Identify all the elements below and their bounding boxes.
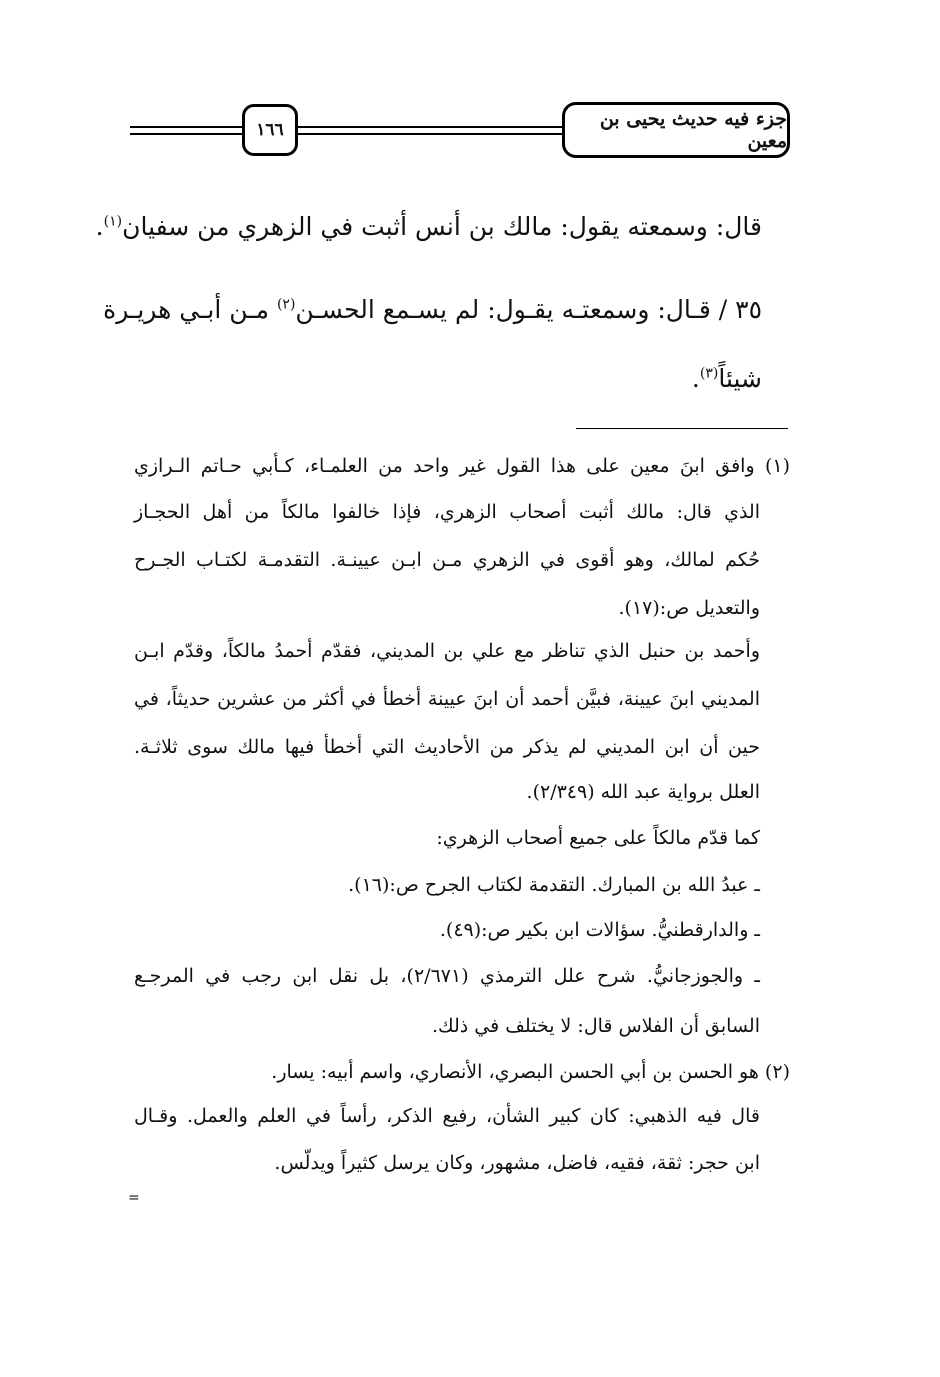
footnote-line: الذي قال: مالك أثبت أصحاب الزهري، فإذا خالفوا مالكاً من أهل الحجـاز xyxy=(134,501,760,523)
footnote-line: السابق أن الفلاس قال: لا يختلف في ذلك. xyxy=(431,1015,760,1037)
main-line-3-end: . xyxy=(691,364,700,393)
footnote-separator xyxy=(576,428,788,429)
footnote-line: المديني ابنَ عيينة، فبيَّن أحمد أن ابنَ عيينة أخطأ في أكثر من عشرين حديثاً، في xyxy=(134,688,760,710)
footnote-line: ـ والجوزجانيُّ. شرح علل الترمذي (٢/٦٧١)، بل نقل ابن رجب في المرجـع xyxy=(134,965,761,987)
main-line-1-end: . xyxy=(95,212,104,241)
main-line-2-part1: ٣٥ / قـال: وسمعتـه يقـول: لم يسـمع الحسـن xyxy=(295,295,762,324)
footnote-line: والتعديل ص:(١٧). xyxy=(618,597,760,619)
main-line-1 xyxy=(96,210,762,244)
footnote-line: العلل برواية عبد الله (٢/٣٤٩). xyxy=(526,781,760,803)
footnote-ref-1: (١) xyxy=(103,213,123,230)
header-rule-left-bottom xyxy=(130,133,242,135)
page-header xyxy=(0,0,940,170)
footnote-line: حُكم لمالك، وهو أقوى في الزهري مـن ابـن عيينـة. التقدمـة لكتـاب الجـرح xyxy=(134,549,760,571)
main-line-2 xyxy=(103,293,762,327)
main-line-3 xyxy=(692,362,762,396)
footnote-ref-3: (٣) xyxy=(699,365,719,382)
footnote-line: ابن حجر: ثقة، فقيه، فاضل، مشهور، وكان يرسل كثيراً ويدلّس. xyxy=(274,1152,760,1174)
footnote-line: (١) وافق ابنَ معين على هذا القول غير واحد من العلمـاء، كـأبي حـاتم الـرازي xyxy=(134,455,790,477)
page-number: ١٦٦ xyxy=(242,104,298,156)
footnote-line: وأحمد بن حنبل الذي تناظر مع علي بن المديني، فقدّم أحمدُ مالكاً، وقدّم ابـن xyxy=(134,640,760,662)
page-mark: = xyxy=(128,1190,140,1206)
footnote-ref-2: (٢) xyxy=(276,296,296,313)
main-line-3-text: شيئاً xyxy=(718,364,762,393)
header-rule-left-top xyxy=(130,126,242,128)
footnote-line: حين أن ابن المديني لم يذكر من الأحاديث التي أخطأ فيها مالك سوى ثلاثـة. xyxy=(134,736,760,758)
header-rule-mid-top xyxy=(298,126,562,128)
footnote-line: ـ والدارقطنيُّ. سؤالات ابن بكير ص:(٤٩). xyxy=(439,919,760,941)
footnote-line: (٢) هو الحسن بن أبي الحسن البصري، الأنصاري، واسم أبيه: يسار. xyxy=(271,1061,790,1083)
footnote-line: ـ عبدُ الله بن المبارك. التقدمة لكتاب الجرح ص:(١٦). xyxy=(348,874,760,896)
footnote-line: قال فيه الذهبي: كان كبير الشأن، رفيع الذكر، رأساً في العلم والعمل. وقـال xyxy=(134,1105,760,1127)
header-rule-mid-bottom xyxy=(298,133,562,135)
main-line-1-text: قال: وسمعته يقول: مالك بن أنس أثبت في الزهري من سفيان xyxy=(122,212,762,241)
book-title: جزء فيه حديث يحيى بن معين xyxy=(562,102,790,158)
main-line-2-part2: مـن أبـي هريـرة xyxy=(103,295,277,324)
footnote-line: كما قدّم مالكاً على جميع أصحاب الزهري: xyxy=(436,827,760,849)
